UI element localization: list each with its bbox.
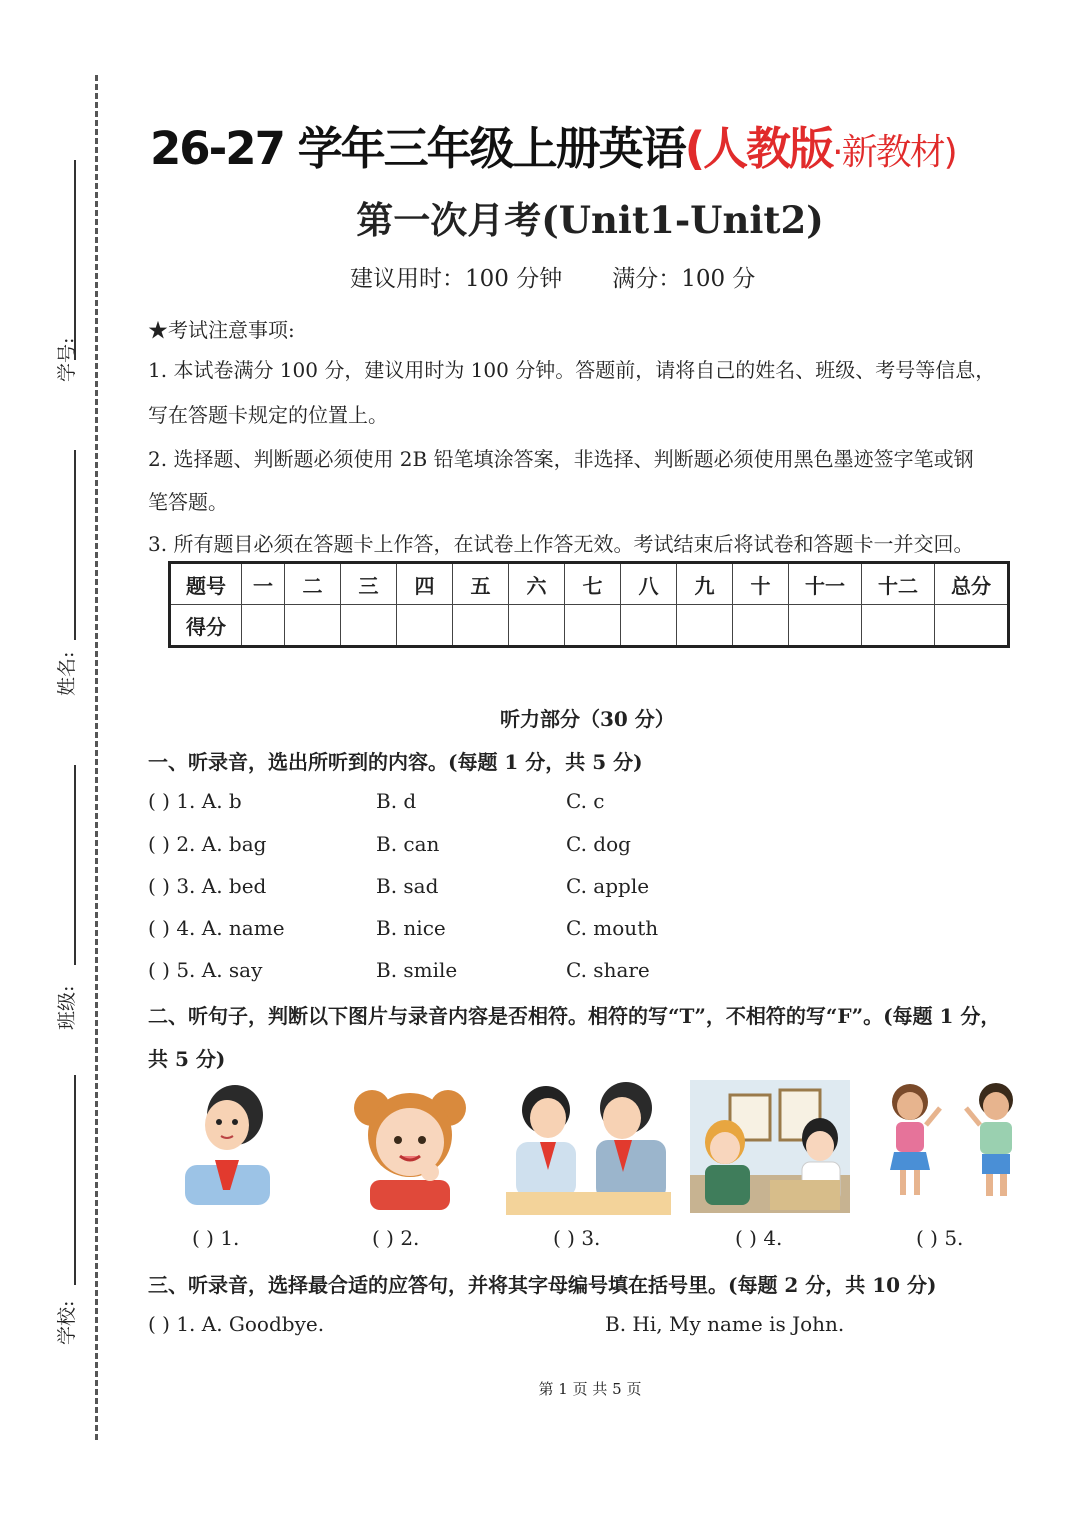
score-cell[interactable] — [453, 605, 509, 647]
listening-heading: 听力部分（30 分） — [500, 707, 675, 731]
q5-option-b: B. smile — [376, 958, 458, 982]
score-cell[interactable] — [341, 605, 397, 647]
picture-label-5: ( ) 5. — [916, 1226, 964, 1250]
q4-option-c: C. mouth — [566, 916, 659, 940]
table-cell: 题号 — [170, 563, 242, 605]
score-cell[interactable] — [509, 605, 565, 647]
table-cell: 总分 — [935, 563, 1009, 605]
name-label: 姓名: — [56, 651, 78, 696]
table-cell: 得分 — [170, 605, 242, 647]
picture-label-4: ( ) 4. — [735, 1226, 783, 1250]
kids-talking-picture — [506, 1080, 671, 1215]
q1-option-a: ( ) 1. A. b — [148, 789, 242, 813]
q3-option-c: C. apple — [566, 874, 650, 898]
page-subtitle: 第一次月考(Unit1-Unit2) — [356, 198, 824, 242]
table-cell: 十 — [733, 563, 789, 605]
school-label: 学校: — [56, 1300, 78, 1345]
q3-option-a: ( ) 3. A. bed — [148, 874, 267, 898]
section2-title-a: 二、听句子，判断以下图片与录音内容是否相符。相符的写“T”，不相符的写“F”。(每题 1 分， — [148, 1004, 1001, 1028]
score-cell[interactable] — [397, 605, 453, 647]
score-cell[interactable] — [789, 605, 862, 647]
table-cell: 二 — [285, 563, 341, 605]
table-cell: 七 — [565, 563, 621, 605]
q2-option-c: C. dog — [566, 832, 631, 856]
score-cell[interactable] — [285, 605, 341, 647]
table-cell: 十一 — [789, 563, 862, 605]
time-limit: 建议用时：100 分钟 — [350, 266, 563, 292]
section1-title: 一、听录音，选出所听到的内容。(每题 1 分，共 5 分) — [148, 750, 643, 774]
score-cell[interactable] — [621, 605, 677, 647]
score-cell[interactable] — [733, 605, 789, 647]
full-score: 满分：100 分 — [612, 266, 756, 292]
title-text: 26-27 学年三年级上册英语 — [150, 122, 685, 175]
school-line — [74, 1075, 76, 1285]
q3-option-b: B. sad — [376, 874, 439, 898]
note-line-3: 3. 所有题目必须在答题卡上作答，在试卷上作答无效。考试结束后将试卷和答题卡一并交回。 — [148, 532, 974, 556]
s3-q1-option-b: B. Hi, My name is John. — [605, 1312, 845, 1336]
score-cell[interactable] — [862, 605, 935, 647]
q2-option-a: ( ) 2. A. bag — [148, 832, 267, 856]
table-cell: 四 — [397, 563, 453, 605]
note-line-1a: 1. 本试卷满分 100 分，建议用时为 100 分钟。答题前，请将自己的姓名、班级、考号等信息， — [148, 358, 996, 382]
table-cell: 五 — [453, 563, 509, 605]
score-table — [168, 561, 1010, 648]
table-cell: 八 — [621, 563, 677, 605]
name-line — [74, 450, 76, 640]
table-row — [170, 563, 1009, 605]
class-label: 班级: — [56, 985, 78, 1030]
score-cell[interactable] — [935, 605, 1009, 647]
exam-meta — [350, 260, 755, 293]
title-edition: (人教版 — [684, 122, 833, 175]
classroom-picture — [690, 1080, 850, 1213]
page-footer: 第 1 页 共 5 页 — [538, 1380, 642, 1398]
note-line-2b: 笔答题。 — [148, 490, 228, 514]
picture-label-1: ( ) 1. — [192, 1226, 240, 1250]
student-no-label: 学号: — [56, 337, 78, 382]
table-cell: 十二 — [862, 563, 935, 605]
kids-waving-picture — [878, 1080, 1028, 1205]
note-line-1b: 写在答题卡规定的位置上。 — [148, 403, 388, 427]
q5-option-c: C. share — [566, 958, 650, 982]
q4-option-a: ( ) 4. A. name — [148, 916, 285, 940]
section3-title: 三、听录音，选择最合适的应答句，并将其字母编号填在括号里。(每题 2 分，共 10 分) — [148, 1273, 937, 1297]
picture-label-2: ( ) 2. — [372, 1226, 420, 1250]
class-line — [74, 765, 76, 965]
table-cell: 九 — [677, 563, 733, 605]
table-cell: 一 — [242, 563, 285, 605]
note-line-2a: 2. 选择题、判断题必须使用 2B 铅笔填涂答案，非选择、判断题必须使用黑色墨迹签字笔或钢 — [148, 447, 974, 471]
title-edition-small: ·新教材) — [832, 132, 956, 173]
table-row — [170, 605, 1009, 647]
q1-option-c: C. c — [566, 789, 605, 813]
q4-option-b: B. nice — [376, 916, 446, 940]
q1-option-b: B. d — [376, 789, 417, 813]
table-cell: 三 — [341, 563, 397, 605]
s3-q1-option-a: ( ) 1. A. Goodbye. — [148, 1312, 325, 1336]
section2-title-b: 共 5 分) — [148, 1047, 226, 1071]
picture-label-3: ( ) 3. — [553, 1226, 601, 1250]
q5-option-a: ( ) 5. A. say — [148, 958, 263, 982]
score-cell[interactable] — [242, 605, 285, 647]
binding-dashed-line — [95, 75, 98, 1440]
q2-option-b: B. can — [376, 832, 440, 856]
page-title — [150, 112, 956, 177]
notes-heading: ★考试注意事项: — [148, 318, 295, 342]
score-cell[interactable] — [565, 605, 621, 647]
score-cell[interactable] — [677, 605, 733, 647]
table-cell: 六 — [509, 563, 565, 605]
boy-picture — [175, 1080, 275, 1205]
girl-picture — [350, 1080, 470, 1210]
